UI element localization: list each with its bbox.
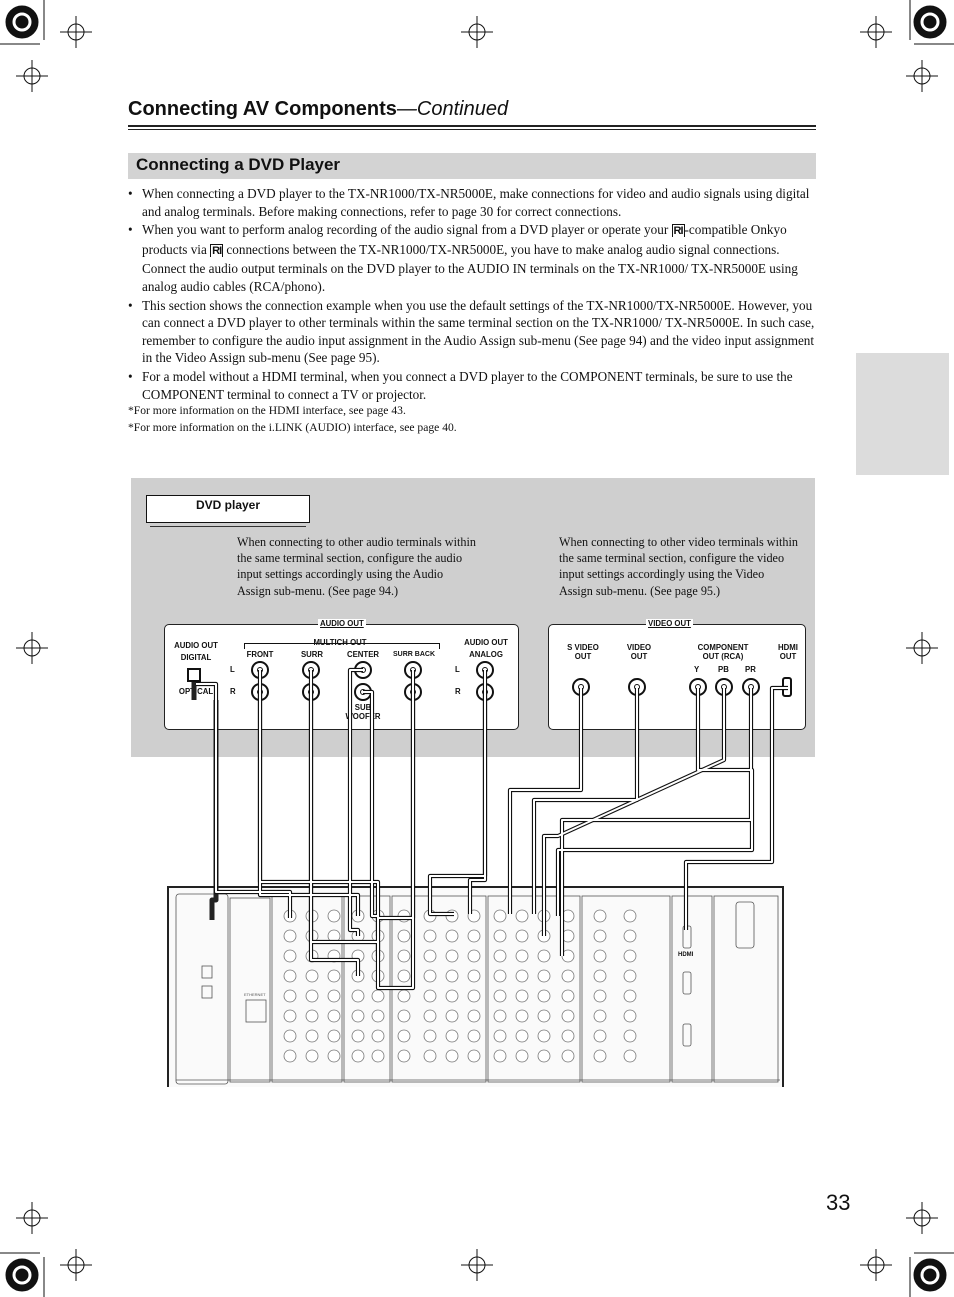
video-label-1: VIDEO (626, 643, 652, 652)
ri-logo-icon: RI (673, 225, 683, 238)
optical-label: OPTICAL (178, 687, 214, 696)
cable-group (196, 670, 788, 988)
component-label-2: OUT (RCA) (702, 652, 744, 661)
video-label-2: OUT (630, 652, 648, 661)
page-title-main: Connecting AV Components (128, 98, 397, 120)
component-label-1: COMPONENT (697, 643, 749, 652)
cable-analog-l (430, 670, 485, 914)
pb-label: PB (718, 665, 729, 674)
y-label: Y (694, 665, 700, 674)
cable-optical (194, 682, 216, 920)
video-out-title: VIDEO OUT (648, 619, 691, 628)
center-label: CENTER (346, 650, 380, 659)
r-label: R (230, 687, 236, 696)
dvd-player-label: DVD player (195, 498, 261, 512)
subwoofer-label-2: WOOFER (345, 712, 381, 721)
ri-logo-icon: RI (212, 244, 222, 257)
hdmi-out-label-1: HDMI (778, 643, 798, 652)
audio-out-title: AUDIO OUT (320, 619, 364, 628)
page-number: 33 (826, 1190, 851, 1215)
analog-label-bottom: ANALOG (469, 650, 503, 659)
bullet-text: This section shows the connection example when you use the default settings of the TX-NR1000/TX-NR5000E. However, you can connect a DVD player to other terminals within the same terminal section on the TX-NR1000/ TX-NR5000E. In such case, remember to configure the audio input assignment in the Audio Assign sub-menu (See page 94) and the video input assignment in the Video Assign sub-menu (See page 95). (142, 297, 815, 366)
video-assign-note: When connecting to other video terminals within the same terminal section, configure the video input settings accordingly using the Video Assign sub-menu. (See page 95.) (559, 535, 798, 598)
audio-assign-note: When connecting to other audio terminals within the same terminal section, configure the audio input settings accordingly using the Audio Assign sub-menu. (See page 94.) (237, 535, 476, 598)
hdmi-logo-text: HDMI (678, 952, 694, 958)
hdmi-out-label-2: OUT (779, 652, 797, 661)
footnote: *For more information on the HDMI interface, see page 43. (128, 404, 406, 417)
digital-label-bottom: DIGITAL (180, 653, 212, 662)
surr-label: SURR (300, 650, 324, 659)
surr-back-label: SURR BACK (393, 651, 435, 658)
cable-surr-back-l (378, 670, 413, 956)
multich-label: MULTICH OUT (313, 638, 367, 647)
ethernet-label: ETHERNET (244, 992, 266, 997)
front-label: FRONT (246, 650, 274, 659)
footnote: *For more information on the i.LINK (AUDIO) interface, see page 40. (128, 421, 457, 434)
pr-label: PR (745, 665, 756, 674)
svideo-label-1: S VIDEO (567, 643, 599, 652)
l-label-analog: L (455, 665, 460, 674)
subwoofer-label-1: SUB (354, 703, 372, 712)
cable-surr-back-r (378, 692, 413, 988)
digital-label-top: AUDIO OUT (174, 641, 218, 650)
cable-surr-r (311, 692, 378, 976)
bullet-text: connections between the TX-NR1000/TX-NR5000E, you have to make analog audio signal connections. Connect the audio output terminals on the DVD player to the AUDIO IN terminals on the TX-NR1000/ TX-NR5000E using analog audio cables (RCA/phono). (142, 241, 798, 294)
r-label-analog: R (455, 687, 461, 696)
bullet-text: When connecting a DVD player to the TX-NR1000/TX-NR5000E, make connections for video and audio signals using digital and analog terminals. Before making connections, refer to page 30 for correct connections. (142, 186, 810, 219)
bullet-text: -compatible Onkyo products via (142, 222, 787, 257)
cable-subwoofer (363, 692, 378, 936)
svideo-label-2: OUT (574, 652, 592, 661)
analog-label-top: AUDIO OUT (464, 638, 508, 647)
section-title: Connecting a DVD Player (136, 155, 341, 174)
bullet-text: For a model without a HDMI terminal, when you connect a DVD player to the COMPONENT terminals, be sure to use the COMPONENT terminal to connect a TV or projector. (142, 368, 793, 402)
l-label: L (230, 665, 235, 674)
page-title-suffix: —Continued (396, 98, 509, 120)
bullet-text: When you want to perform analog recording of the audio signal from a DVD player or operate your (142, 222, 672, 238)
